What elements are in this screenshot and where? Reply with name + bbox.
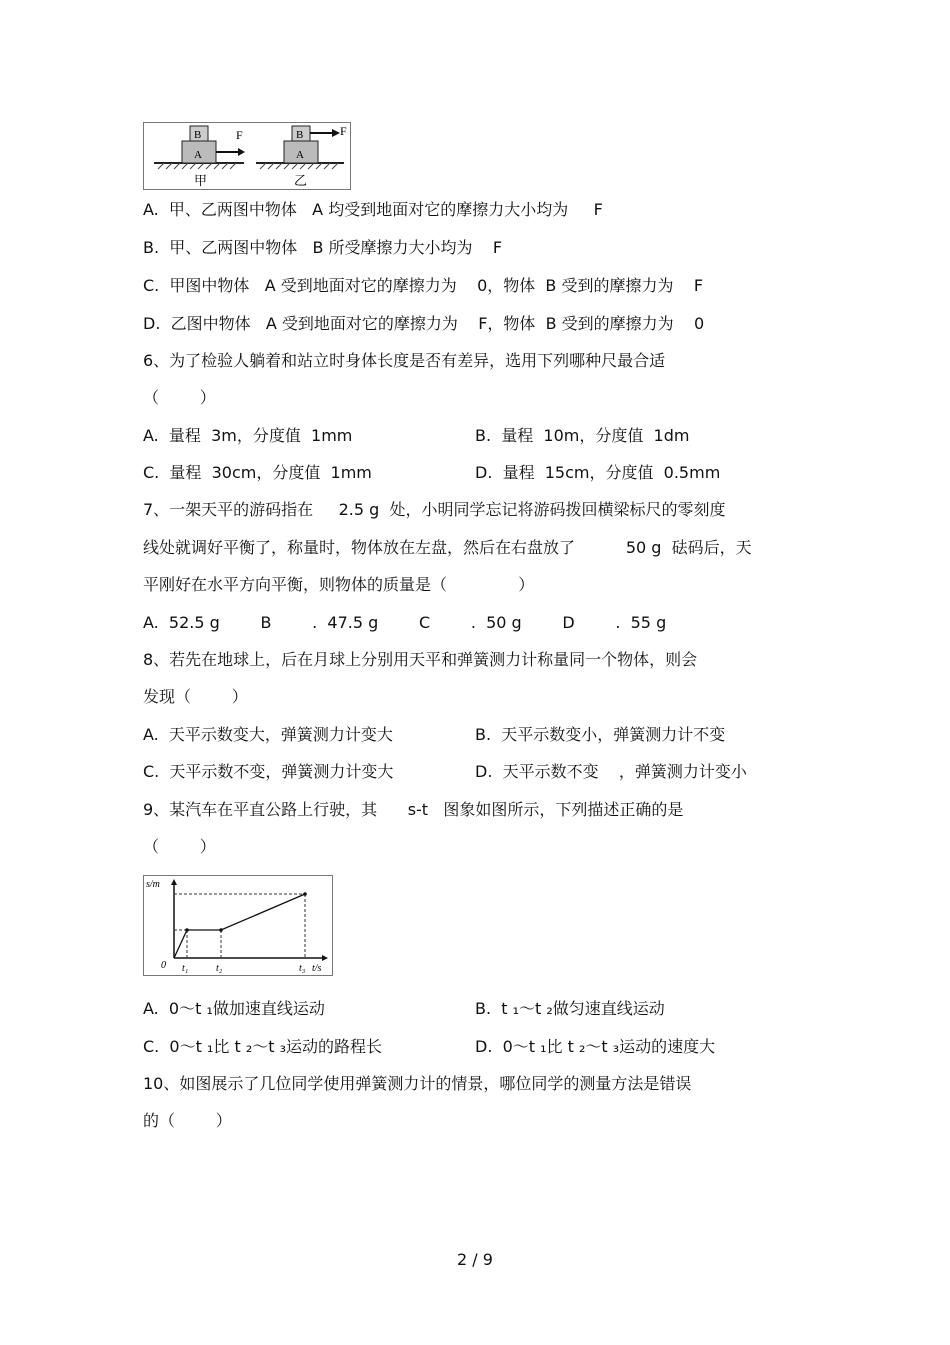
page-number: 2 / 9 — [457, 1250, 493, 1269]
q9-stem: 9、某汽车在平直公路上行驶，其 s-t 图象如图所示，下列描述正确的是 — [143, 800, 684, 819]
friction-blocks-figure — [143, 122, 351, 190]
q9-paren: （ ） — [143, 837, 216, 856]
block-a-left-label: A — [194, 149, 202, 161]
block-a-right-label: A — [296, 149, 304, 161]
q7-line-3: 平刚好在水平方向平衡，则物体的质量是（ ） — [143, 575, 535, 594]
q9-option-b: B. t ₁～t ₂做匀速直线运动 — [475, 999, 665, 1018]
graph-origin-label: 0 — [161, 960, 166, 971]
q6-stem: 6、为了检验人躺着和站立时身体长度是否有差异，选用下列哪种尺最合适 — [143, 351, 666, 370]
st-graph-svg — [144, 876, 332, 975]
q7-line-2: 线处就调好平衡了，称量时，物体放在左盘，然后在右盘放了 50 g 砝码后，天 — [143, 538, 752, 557]
q9-option-d: D. 0～t ₁比 t ₂～t ₃运动的速度大 — [475, 1037, 716, 1056]
force-left-label: F — [236, 128, 243, 142]
q8-line-2: 发现（ ） — [143, 687, 248, 706]
st-graph-line — [174, 894, 305, 958]
q10-line-2: 的（ ） — [143, 1111, 232, 1130]
q7-line-1: 7、一架天平的游码指在 2.5 g 处，小明同学忘记将游码拨回横梁标尺的零刻度 — [143, 500, 726, 519]
q5-option-c: C. 甲图中物体 A 受到地面对它的摩擦力为 0，物体 B 受到的摩擦力为 F — [143, 276, 704, 295]
q6-paren: （ ） — [143, 388, 216, 407]
q10-line-1: 10、如图展示了几位同学使用弹簧测力计的情景，哪位同学的测量方法是错误 — [143, 1074, 692, 1093]
q9-option-c: C. 0～t ₁比 t ₂～t ₃运动的路程长 — [143, 1037, 383, 1056]
graph-t2-label: t₂ — [216, 963, 223, 974]
force-right-label: F — [340, 124, 347, 138]
graph-t3-label: t₃ — [299, 963, 306, 974]
block-b-right-label: B — [296, 129, 304, 141]
q8-option-d: D. 天平示数不变 ，弹簧测力计变小 — [475, 762, 747, 781]
friction-blocks-svg — [144, 123, 350, 189]
graph-t1-label: t₁ — [182, 963, 189, 974]
q6-option-c: C. 量程 30cm，分度值 1mm — [143, 463, 372, 482]
q8-option-b: B. 天平示数变小，弹簧测力计不变 — [475, 725, 726, 744]
q7-options: A. 52.5 g B . 47.5 g C . 50 g D . 55 g — [143, 613, 667, 632]
q6-option-d: D. 量程 15cm，分度值 0.5mm — [475, 463, 721, 482]
q5-option-d: D. 乙图中物体 A 受到地面对它的摩擦力为 F，物体 B 受到的摩擦力为 0 — [143, 314, 705, 333]
label-jia: 甲 — [194, 174, 208, 189]
graph-y-label: s/m — [146, 879, 160, 890]
q6-option-a: A. 量程 3m，分度值 1mm — [143, 426, 353, 445]
block-b-left-label: B — [194, 129, 202, 141]
q5-option-b: B. 甲、乙两图中物体 B 所受摩擦力大小均为 F — [143, 238, 503, 257]
q9-option-a: A. 0～t ₁做加速直线运动 — [143, 999, 325, 1018]
q8-line-1: 8、若先在地球上，后在月球上分别用天平和弹簧测力计称量同一个物体，则会 — [143, 650, 698, 669]
q6-option-b: B. 量程 10m，分度值 1dm — [475, 426, 690, 445]
q5-option-a: A. 甲、乙两图中物体 A 均受到地面对它的摩擦力大小均为 F — [143, 200, 603, 219]
label-yi: 乙 — [294, 174, 308, 189]
q8-option-a: A. 天平示数变大，弹簧测力计变大 — [143, 725, 393, 744]
st-graph-figure — [143, 875, 333, 976]
graph-x-label: t/s — [312, 963, 322, 974]
q8-option-c: C. 天平示数不变，弹簧测力计变大 — [143, 762, 394, 781]
